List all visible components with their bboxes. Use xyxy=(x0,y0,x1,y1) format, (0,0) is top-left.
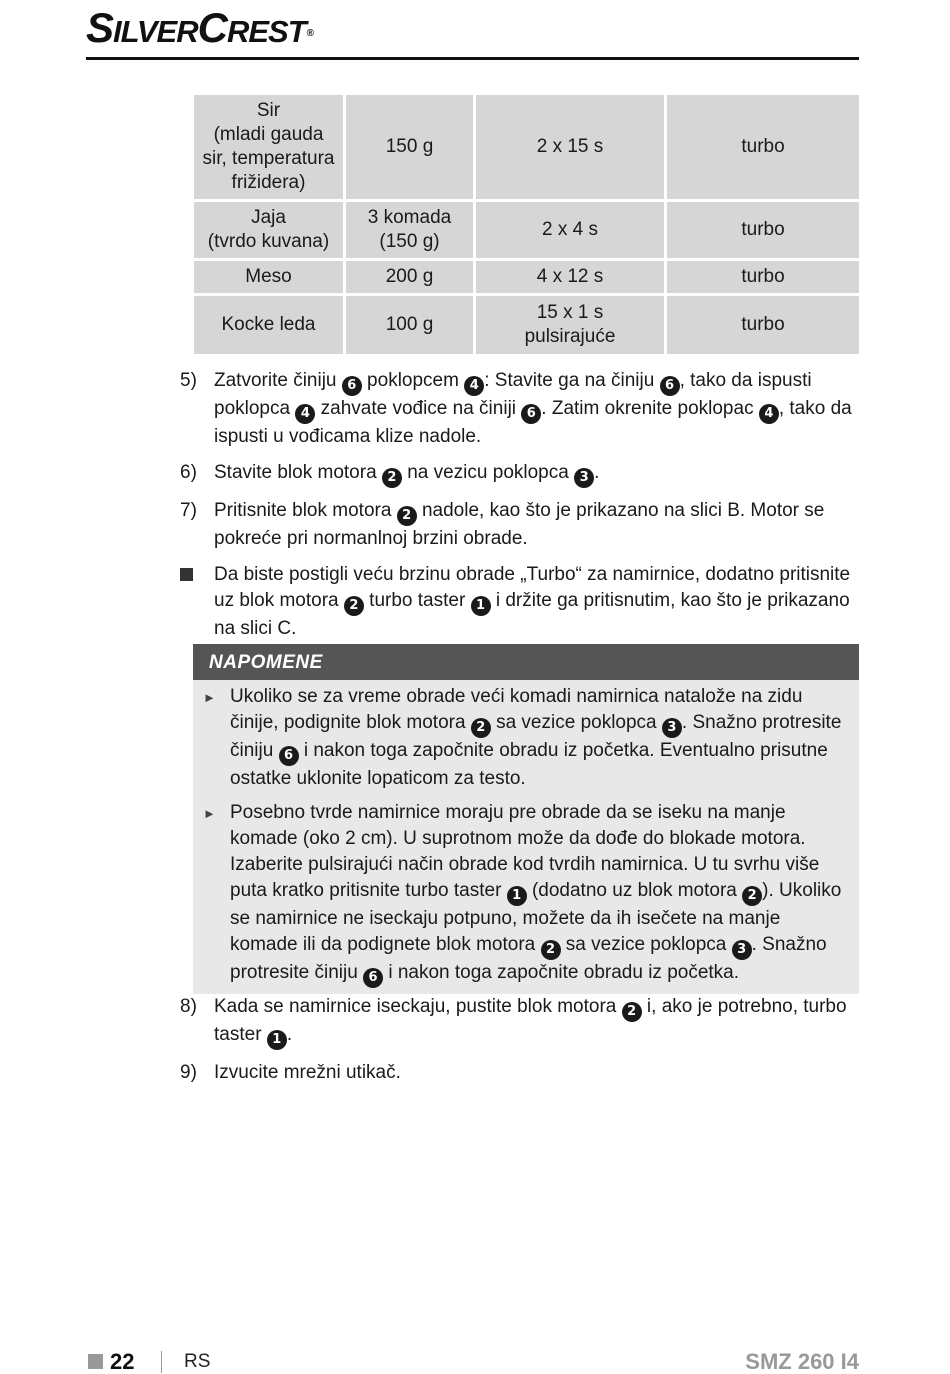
part-number-icon: 6 xyxy=(363,968,383,988)
table-cell xyxy=(346,202,476,261)
part-number-icon: 2 xyxy=(541,940,561,960)
step-number: 6) xyxy=(180,462,197,483)
part-number-icon: 6 xyxy=(279,746,299,766)
footer-square-icon xyxy=(88,1354,103,1369)
instruction-steps-bottom xyxy=(180,994,860,1096)
processing-time: 4 x 12 s xyxy=(536,266,604,287)
part-number-icon: 3 xyxy=(574,468,594,488)
page-footer xyxy=(86,1346,859,1374)
part-number-icon: 4 xyxy=(464,376,484,396)
notes-title: NAPOMENE xyxy=(193,644,859,680)
brand-logo: SILVERCREST® xyxy=(86,4,314,51)
table-row xyxy=(194,261,859,296)
square-bullet-icon xyxy=(180,568,193,581)
processing-time: 2 x 15 s xyxy=(536,136,604,157)
step-number: 8) xyxy=(180,996,197,1017)
part-number-icon: 2 xyxy=(344,596,364,616)
step-9 xyxy=(180,1060,860,1086)
table-cell xyxy=(667,296,859,354)
step-number: 5) xyxy=(180,370,197,391)
step-6 xyxy=(180,460,860,488)
food-name: Meso xyxy=(245,266,292,287)
step-text: Stavite blok motora 2 na vezicu poklopca 3 . xyxy=(214,460,860,488)
table-cell xyxy=(194,202,346,261)
step-text: Pritisnite blok motora 2 nadole, kao što je prikazano na slici B. Motor se pokreće pri normanlnoj brzini obrade. xyxy=(214,500,825,549)
step-text: Izvucite mrežni utikač. xyxy=(214,1062,401,1083)
part-number-icon: 1 xyxy=(267,1030,287,1050)
notes-body xyxy=(193,680,859,994)
food-name: Kocke leda xyxy=(221,314,316,335)
part-number-icon: 4 xyxy=(759,404,779,424)
part-number-icon: 6 xyxy=(521,404,541,424)
instruction-steps-top xyxy=(180,368,860,652)
table-cell xyxy=(476,261,667,296)
step-8 xyxy=(180,994,860,1050)
table-row xyxy=(194,202,859,261)
step-number: 9) xyxy=(180,1062,197,1083)
note-text: Ukoliko se za vreme obrade veći komadi namirnica natalože na zidu činije, podignite blok motora 2 sa vezice poklopca 3 . Snažno protresite činiju 6 i nakon toga započnite obradu iz početka. Eventualno prisutne ostatke uklonite lopaticom za testo. xyxy=(230,686,842,789)
food-amount: 150 g xyxy=(385,136,434,157)
note-item xyxy=(203,800,851,988)
step-5 xyxy=(180,368,860,450)
table-cell xyxy=(194,95,346,202)
table-row xyxy=(194,296,859,354)
food-name: Sir (mladi gauda sir, temperatura frižidera) xyxy=(202,100,335,193)
food-amount: 3 komada (150 g) xyxy=(367,207,452,252)
processing-time: 15 x 1 s pulsirajuće xyxy=(524,302,616,347)
table-cell xyxy=(346,261,476,296)
table-cell xyxy=(476,296,667,354)
food-table xyxy=(194,95,859,354)
table-cell xyxy=(476,95,667,202)
table-cell xyxy=(476,202,667,261)
part-number-icon: 2 xyxy=(742,886,762,906)
part-number-icon: 2 xyxy=(382,468,402,488)
step-7 xyxy=(180,498,860,552)
bullet-text: Da biste postigli veću brzinu obrade „Turbo“ za namirnice, dodatno pritisnite uz blok motora 2 turbo taster 1 i držite ga pritisnutim, kao što je prikazano na slici C. xyxy=(214,564,851,639)
model-number: SMZ 260 I4 xyxy=(745,1349,859,1374)
table-cell xyxy=(194,261,346,296)
triangle-bullet-icon: ► xyxy=(203,690,216,705)
table-cell xyxy=(667,202,859,261)
part-number-icon: 3 xyxy=(732,940,752,960)
step-text: Zatvorite činiju 6 poklopcem 4 : Stavite ga na činiju 6 , tako da ispusti poklopca 4 zahvate vođice na činiji 6 . Zatim okrenite poklopac 4 , tako da ispusti u vođicama klize nadole. xyxy=(214,370,852,447)
speed-level: turbo xyxy=(741,314,785,335)
food-name: Jaja (tvrdo kuvana) xyxy=(207,207,330,252)
food-amount: 200 g xyxy=(385,266,434,287)
part-number-icon: 2 xyxy=(471,718,491,738)
language-code: RS xyxy=(184,1351,211,1372)
header-rule xyxy=(86,57,859,60)
table-cell xyxy=(667,95,859,202)
table-cell xyxy=(346,296,476,354)
table-cell xyxy=(346,95,476,202)
part-number-icon: 1 xyxy=(507,886,527,906)
speed-level: turbo xyxy=(741,266,785,287)
page-number: 22 xyxy=(110,1349,135,1374)
part-number-icon: 2 xyxy=(622,1002,642,1022)
footer-divider xyxy=(161,1351,162,1373)
table-row xyxy=(194,95,859,202)
step-text: Kada se namirnice iseckaju, pustite blok motora 2 i, ako je potrebno, turbo taster 1 . xyxy=(214,994,860,1050)
part-number-icon: 6 xyxy=(660,376,680,396)
part-number-icon: 6 xyxy=(342,376,362,396)
part-number-icon: 2 xyxy=(397,506,417,526)
speed-level: turbo xyxy=(741,136,785,157)
part-number-icon: 3 xyxy=(662,718,682,738)
table-cell xyxy=(667,261,859,296)
turbo-bullet xyxy=(180,562,860,642)
note-text: Posebno tvrde namirnice moraju pre obrade da se iseku na manje komade (oko 2 cm). U suprotnom može da dođe do blokade motora. Izaberite pulsirajući način obrade kod tvrdih namirnica. U tu svrhu više puta kratko pritisnite turbo taster 1 (dodatno uz blok motora 2 ). Ukoliko se namirnice ne iseckaju potpuno, možete da ih isečete na manje komade ili da podignete blok motora 2 sa vezice poklopca 3 . Snažno protresite činiju 6 i nakon toga započnite obradu iz početka. xyxy=(230,800,851,988)
part-number-icon: 1 xyxy=(471,596,491,616)
processing-time: 2 x 4 s xyxy=(542,219,598,240)
step-number: 7) xyxy=(180,500,197,521)
speed-level: turbo xyxy=(741,219,785,240)
table-cell xyxy=(194,296,346,354)
food-amount: 100 g xyxy=(385,314,434,335)
triangle-bullet-icon: ► xyxy=(203,806,216,821)
notes-box xyxy=(193,644,859,994)
part-number-icon: 4 xyxy=(295,404,315,424)
note-item xyxy=(203,684,851,792)
